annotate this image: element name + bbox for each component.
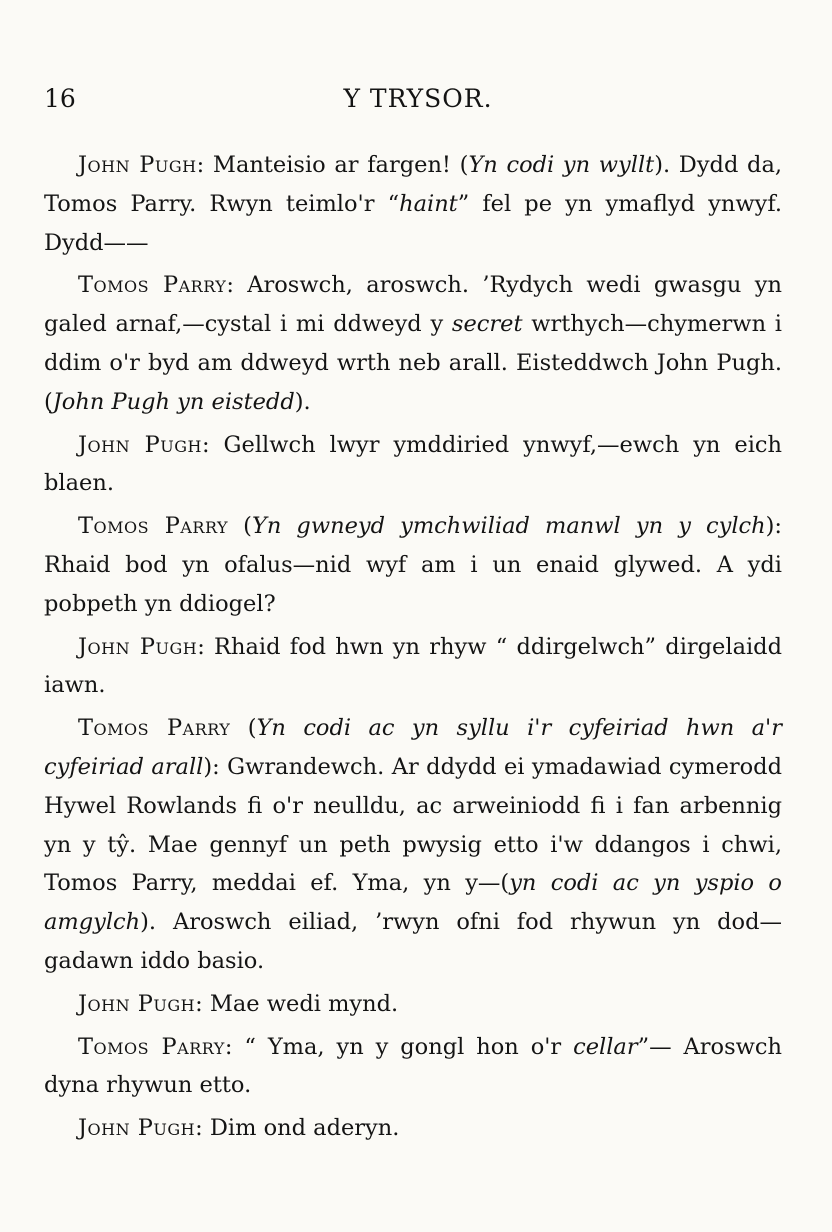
- dialogue-paragraph: [44, 709, 782, 981]
- page-number: 16: [44, 84, 76, 113]
- stage-direction: cellar: [573, 1033, 638, 1060]
- stage-direction: yn codi ac yn yspio o amgylch: [44, 870, 782, 936]
- stage-direction: Yn codi ac yn syllu i'r cyfeiriad hwn a'r cyfeiriad arall: [44, 715, 782, 780]
- speaker-name: John Pugh: [78, 1115, 196, 1142]
- dialogue-text-run: : Manteisio ar fargen! (: [196, 152, 469, 178]
- stage-direction: John Pugh yn eistedd: [52, 388, 295, 415]
- speaker-name: Tomos Parry: [78, 715, 231, 742]
- stage-direction: Yn gwneyd ymchwiliad manwl yn y cylch: [251, 513, 766, 540]
- stage-direction: Yn codi yn wyllt: [468, 152, 655, 178]
- dialogue-text-run: : Dim ond aderyn.: [195, 1115, 400, 1142]
- speaker-name: Tomos Parry: [78, 1033, 225, 1060]
- dialogue-paragraph: [44, 985, 782, 1024]
- dialogue-text-run: ): Rhaid bod yn ofalus—nid wyf am i un enaid glywed. A ydi pobpeth yn ddiogel?: [44, 513, 782, 617]
- stage-direction: haint: [399, 190, 458, 217]
- dialogue-text-run: ). Aroswch eiliad, ’rwyn ofni fod rhywun yn dod—gadawn iddo basio.: [44, 909, 782, 974]
- speaker-name: John Pugh: [78, 152, 197, 178]
- dialogue-text-run: : Mae wedi mynd.: [195, 990, 399, 1017]
- dialogue-paragraph: [44, 628, 782, 706]
- speaker-name: Tomos Parry: [78, 513, 229, 540]
- stage-direction: secret: [451, 311, 523, 338]
- dialogue-paragraph: [44, 146, 782, 262]
- dialogue-text-run: ).: [294, 388, 311, 415]
- speaker-name: John Pugh: [78, 990, 196, 1017]
- speaker-name: Tomos Parry: [78, 272, 227, 299]
- running-title: Y TRYSOR.: [343, 84, 493, 113]
- dialogue-paragraph: [44, 507, 782, 623]
- dialogue-text-run: (: [228, 513, 252, 540]
- dialogue-paragraph: [44, 1028, 782, 1106]
- page-header: [44, 84, 792, 116]
- dialogue-text-run: wrthych—chymerwn i ddim o'r byd am ddweyd wrth neb arall. Eisteddwch John Pugh. (: [44, 311, 783, 415]
- dialogue-text-run: : Aroswch, aroswch. ’Rydych wedi gwasgu yn galed arnaf,—cystal i mi ddweyd y: [44, 272, 782, 338]
- dialogue-text: [44, 146, 782, 1152]
- speaker-name: John Pugh: [78, 431, 202, 458]
- dialogue-text-run: : “ Yma, yn y gongl hon o'r: [224, 1033, 574, 1060]
- dialogue-text-run: : Gellwch lwyr ymddiried ynwyf,—ewch yn eich blaen.: [44, 431, 782, 497]
- dialogue-text-run: ): Gwrandewch. Ar ddydd ei ymadawiad cymerodd Hywel Rowlands fi o'r neulldu, ac arweiniodd fi i fan arbennig yn y tŷ. Mae gennyf un peth pwysig etto i'w ddangos i chwi, Tomos Parry, meddai ef. Yma, yn y—(: [44, 753, 782, 897]
- dialogue-paragraph: [44, 1109, 782, 1148]
- dialogue-text-run: ”— Aroswch dyna rhywun etto.: [44, 1033, 782, 1099]
- speaker-name: John Pugh: [78, 633, 198, 660]
- dialogue-paragraph: [44, 266, 782, 421]
- dialogue-text-run: ” fel pe yn ymaflyd ynwyf. Dydd——: [44, 190, 782, 256]
- dialogue-text-run: (: [230, 715, 257, 742]
- dialogue-text-run: ). Dydd da, Tomos Parry. Rwyn teimlo'r “: [44, 152, 783, 217]
- dialogue-paragraph: [44, 426, 782, 504]
- dialogue-text-run: : Rhaid fod hwn yn rhyw “ ddirgelwch” dirgelaidd iawn.: [44, 633, 782, 699]
